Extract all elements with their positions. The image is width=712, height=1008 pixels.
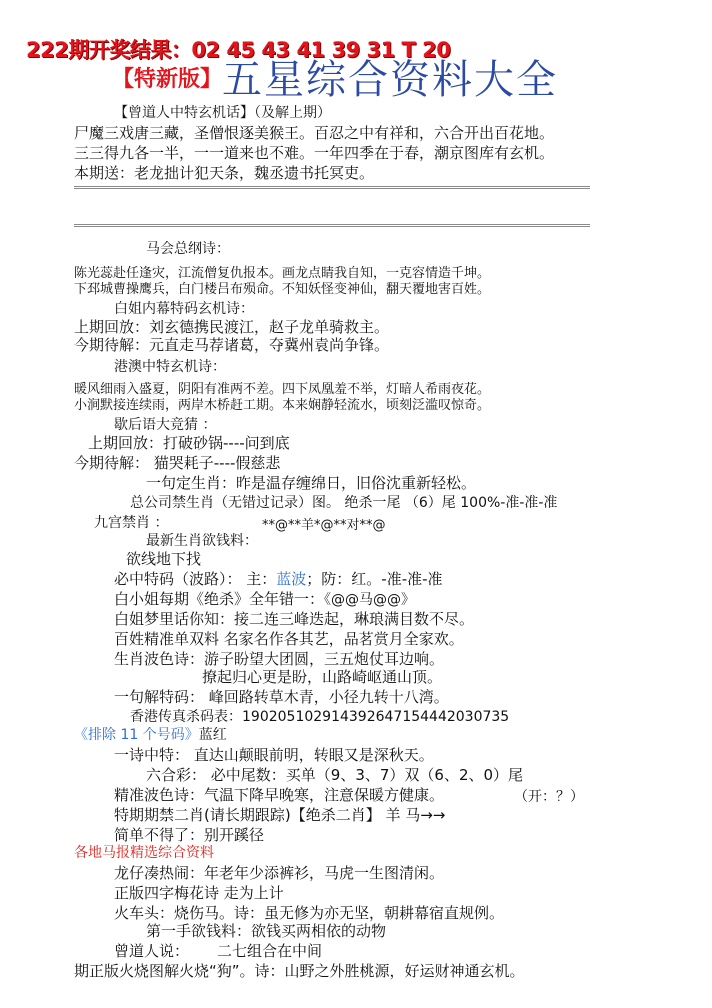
mahui-heading: 马会总纲诗： [146, 241, 230, 257]
shengxiao-bo-line-1: 生肖波色诗：游子盼望大团圆，三五炮仗耳边响。 [114, 650, 445, 668]
paichu-line [74, 724, 227, 744]
jinsheng-line: 总公司禁生肖（无错过记录）图。 绝杀一尾 （6）尾 100%-准-准-准 [130, 495, 558, 511]
mahui-line-1: 陈光蕊赴任逢灾，江流僧复仇报本。画龙点睛我自知，一克容情造千坤。 [74, 266, 491, 281]
xiehou-line-2: 今期待解： 猫哭耗子----假慈悲 [74, 454, 281, 472]
gangao-heading: 港澳中特玄机诗： [114, 359, 226, 375]
paichu-label: 《排除 11 个号码》 [74, 727, 199, 743]
baiji-heading: 白姐内幕特码玄机诗： [114, 301, 254, 317]
mengyan-line: 白姐梦里话你知：接二连三峰迭起，琳琅满目数不尽。 [114, 610, 475, 628]
paichu-value: 蓝红 [198, 727, 227, 743]
edition-label: 【特新版】 [112, 67, 223, 92]
huoche-line: 火车头：烧伤马。诗：虽无修为亦无坚，朝耕幕宿直规例。 [114, 904, 505, 922]
jiugong-label: 九宫禁肖 ： [94, 515, 169, 531]
bizhong-rest: ；防：红。-准-准-准 [306, 570, 443, 588]
page-title: 五星综合资料大全 [222, 57, 558, 103]
jingzhun-line: 精准波色诗：气温下降早晚寒，注意保暖方健康。 [114, 786, 445, 804]
baiji-line-1: 上期回放：刘玄德携民渡江，赵子龙单骑救主。 [74, 318, 390, 336]
longzai-line: 龙仔凑热闹：年老年少添裤衫，马虎一生图清闲。 [114, 864, 445, 882]
yiju-line: 一句定生肖：昨是温存缠绵日，旧俗沈重新轻松。 [146, 474, 477, 492]
bizhong-line [114, 568, 443, 589]
separator [74, 186, 590, 189]
jiandan-line: 简单不得了：别开蹊径 [114, 826, 265, 844]
bizhong-blue: 蓝波 [276, 570, 307, 588]
zuixin-line: 最新生肖欲钱料： [146, 533, 258, 549]
baixiao-label: 白小姐每期《绝杀》全年错一： [114, 590, 325, 608]
yishi-line: 一诗中特： 直达山颠眼前明，转眼又是深秋天。 [114, 746, 434, 764]
yijujie-line: 一句解特码： 峰回路转草木青，小径九转十八湾。 [114, 688, 449, 706]
gangao-line-2: 小涧默接连续雨，两岸木桥赶工期。本来娴静轻流水，顷刻泛滥叹惊奇。 [74, 398, 491, 413]
mahui-line-2: 下邳城曹操鹰兵，白门楼吕布殒命。不知妖怪变神仙，翻天覆地害百姓。 [74, 282, 491, 297]
final-line: 期正版火烧图解火烧“狗”。诗：山野之外胜桃源，好运财神通玄机。 [74, 962, 525, 980]
tete-line: 特期期禁二肖(请长期跟踪)【绝杀二肖】 羊 马→→ [114, 806, 446, 824]
yuqian-line: 欲线地下找 [126, 550, 202, 568]
bizhong-label: 必中特码（波路）： 主： [114, 570, 277, 588]
kai-note: （开：？） [514, 789, 584, 805]
zhengban-line: 正版四字梅花诗 走为上计 [114, 884, 284, 902]
xiehou-heading: 歇后语大竞猜 ： [114, 417, 217, 433]
baixiao-line [114, 588, 415, 609]
shengxiao-bo-line-2: 撩起归心更是盼，山路崎岖通山顶。 [202, 668, 443, 686]
baiji-line-2: 今期待解：元直走马荐诸葛，夺冀州袁尚争锋。 [74, 336, 390, 354]
zengdao-label: 曾道人说： [114, 942, 190, 960]
xianggang-line: 香港传真杀码表：190205102914392647154442030735 [130, 709, 510, 725]
baixing-line: 百姓精准单双料 名家名作各其艺，品茗赏月全家欢。 [114, 630, 464, 648]
intro-line-2: 三三得九各一半，一一道来也不难。一年四季在于春，潮京图库有玄机。 [74, 144, 555, 162]
baixiao-value: 《@@马@@》 [324, 592, 416, 608]
zengdao-value: 二七组合在中间 [217, 942, 323, 960]
diyi-line: 第一手欲钱料：欲钱买两相依的动物 [146, 922, 387, 940]
jiugong-value: **@**羊*@**对**@ [262, 518, 386, 533]
section-heading: 各地马报精选综合资料 [74, 845, 214, 861]
xiehou-line-1: 上期回放：打破砂锅----问到底 [88, 434, 290, 452]
separator [74, 224, 590, 227]
liuhe-line: 六合彩： 必中尾数：买单（9、3、7）双（6、2、0）尾 [146, 766, 524, 784]
intro-line-1: 尸魔三戏唐三藏，圣僧恨逐美猴王。百忍之中有祥和，六合开出百花地。 [74, 124, 555, 142]
result-banner: 222期开奖结果：02 45 43 41 39 31 T 20 [26, 38, 451, 62]
intro-heading: 【曾道人中特玄机话】（及解上期） [114, 105, 331, 121]
intro-line-3: 本期送：老龙拙计犯天条，魏丞遗书托冥吏。 [74, 164, 375, 182]
zengdao-line [114, 940, 322, 961]
gangao-line-1: 暖风细雨入盛夏，阴阳有准两不差。四下凤凰羞不举，灯暗人希雨夜花。 [74, 382, 491, 397]
